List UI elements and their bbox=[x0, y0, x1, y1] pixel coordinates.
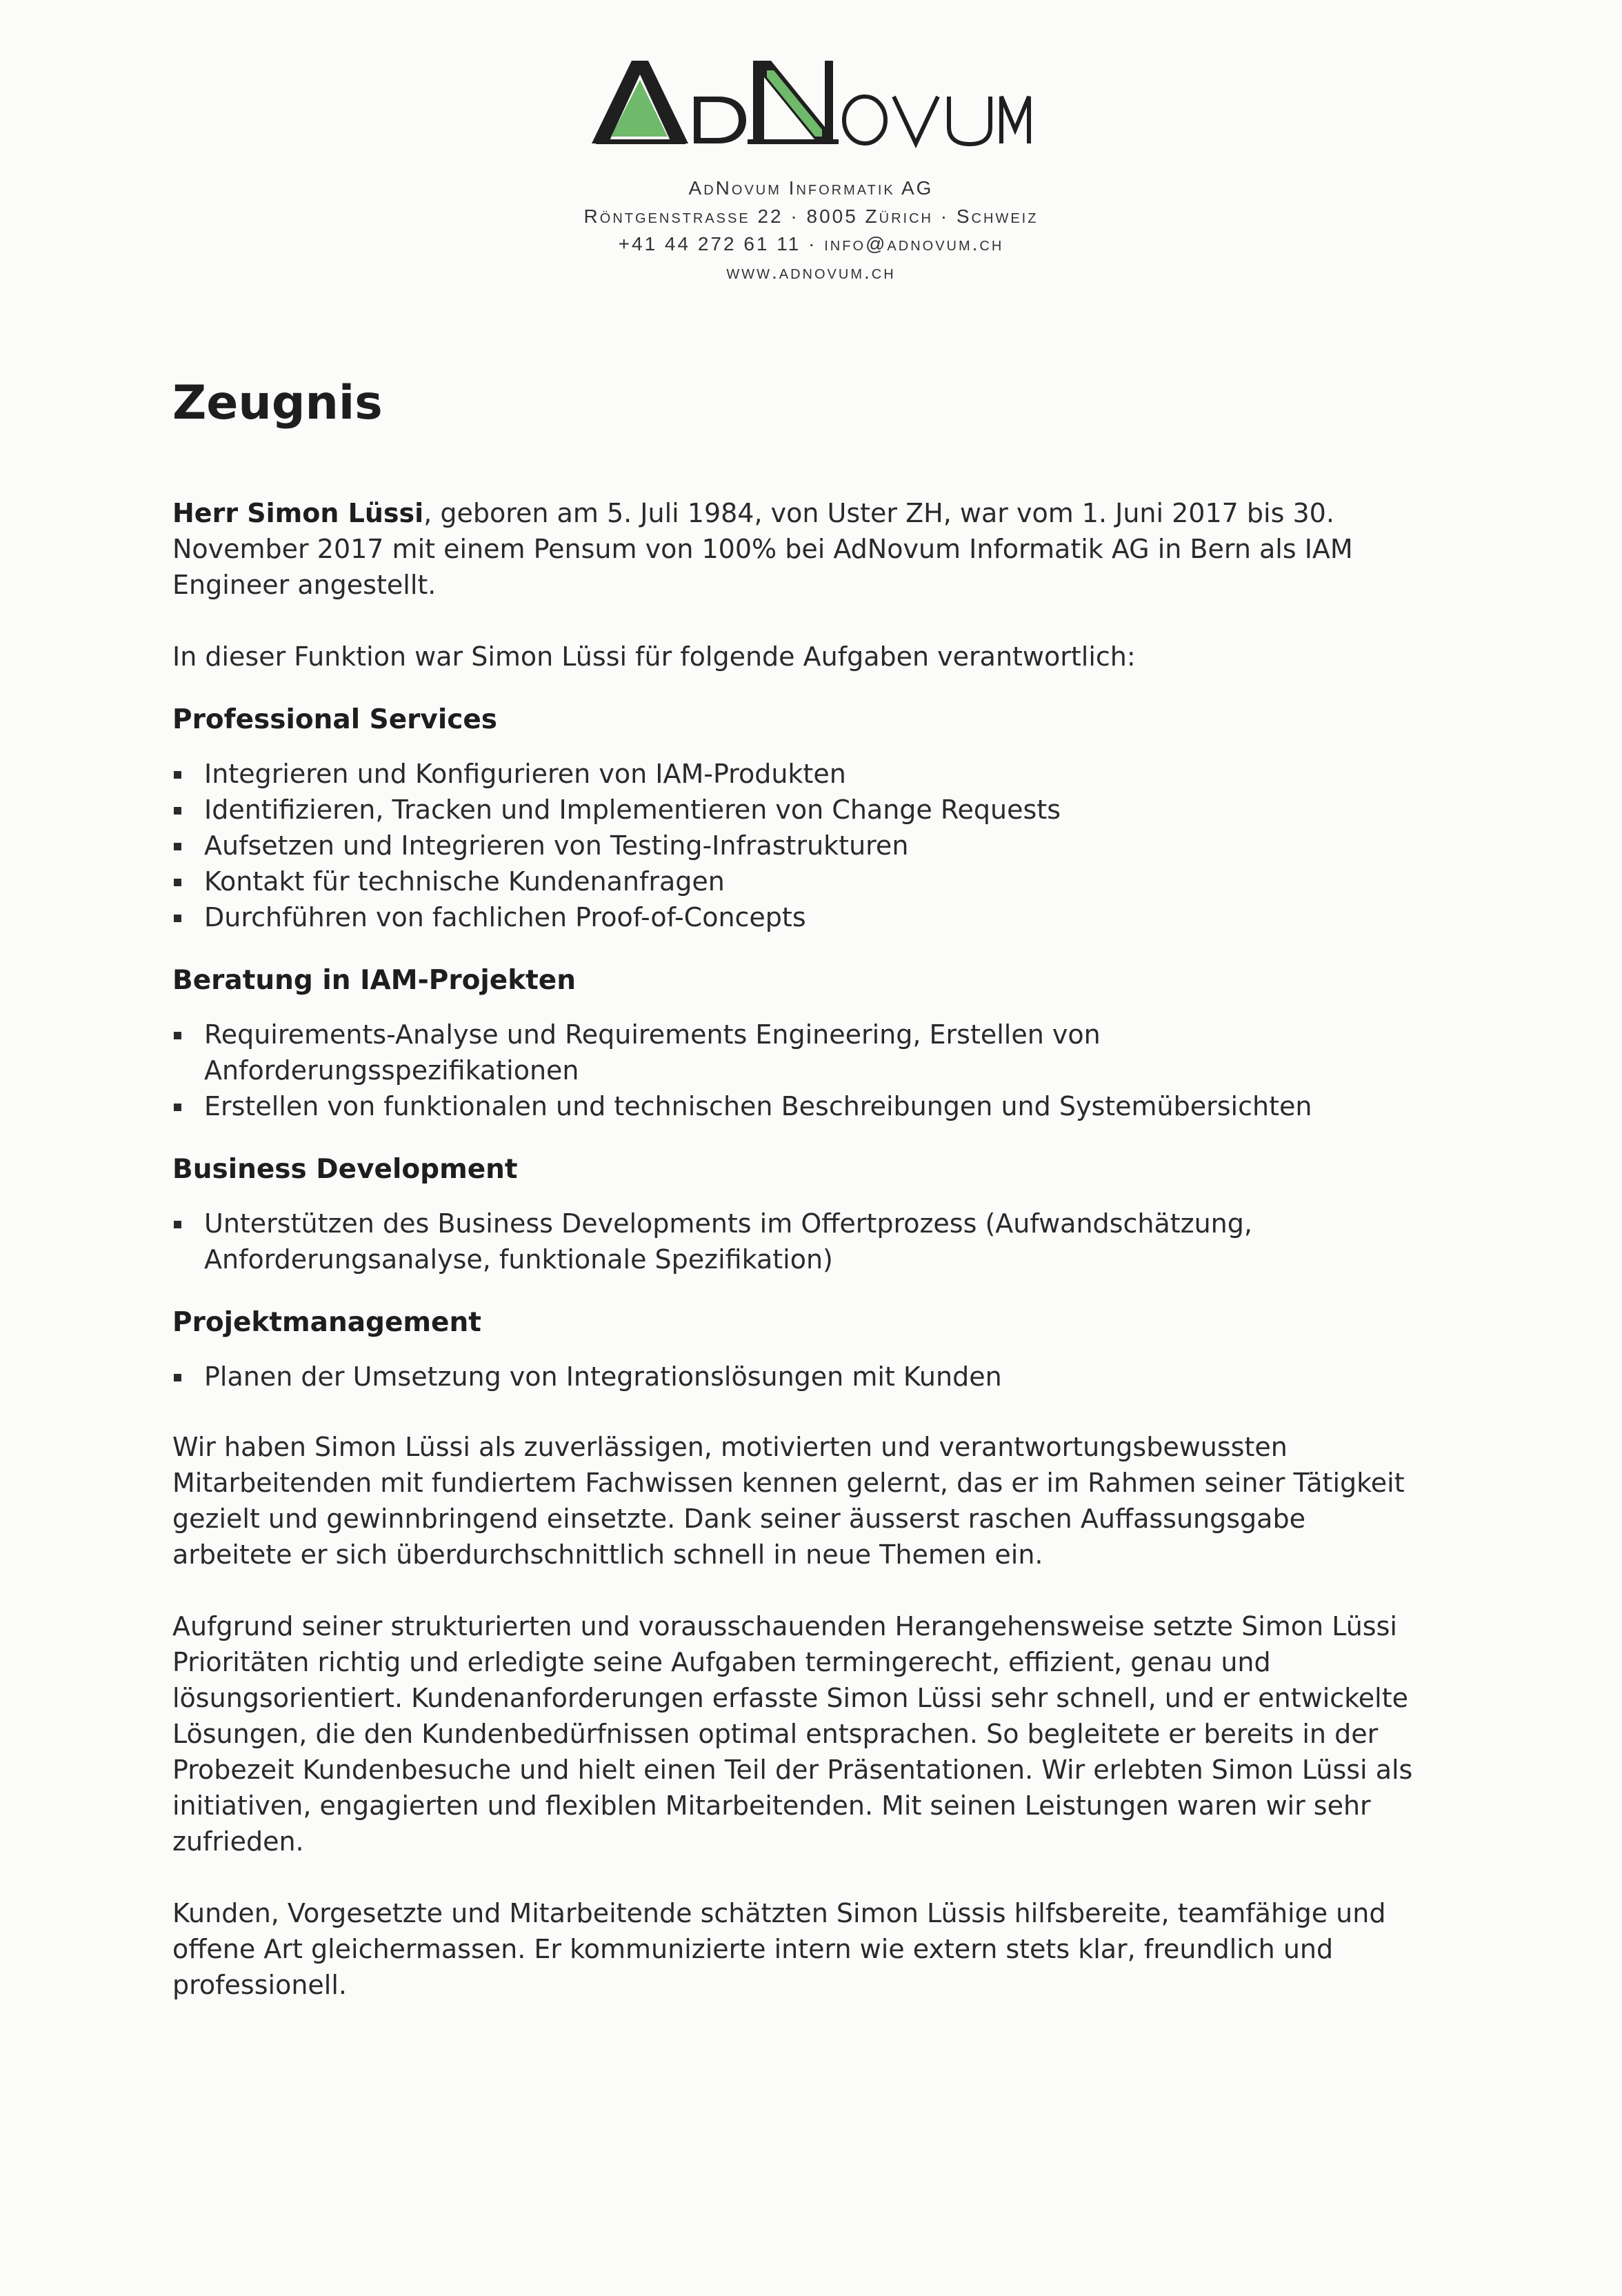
company-address-block bbox=[0, 174, 1622, 286]
section-business-development bbox=[172, 1152, 1421, 1277]
section-beratung bbox=[172, 963, 1421, 1124]
intro-paragraph bbox=[172, 495, 1421, 603]
list-item: Requirements-Analyse und Requirements Engineering, Erstellen von Anforderungsspezifikationen bbox=[172, 1017, 1421, 1088]
logo-baseline-n bbox=[748, 139, 839, 144]
list-item: Identifizieren, Tracken und Implementieren von Change Requests bbox=[172, 792, 1421, 828]
logo-letter-o bbox=[844, 97, 885, 143]
list-item: Aufsetzen und Integrieren von Testing-Infrastrukturen bbox=[172, 828, 1421, 864]
logo-letter-d bbox=[694, 97, 746, 143]
section-heading: Business Development bbox=[172, 1154, 518, 1185]
section-heading: Professional Services bbox=[172, 704, 497, 735]
company-contact: +41 44 272 61 11 · info@adnovum.ch bbox=[618, 233, 1004, 255]
list-item: Unterstützen des Business Developments im Offertprozess (Aufwandschätzung, Anforderungsanalyse, funktionale Spezifikation) bbox=[172, 1206, 1421, 1277]
list-item: Kontakt für technische Kundenanfragen bbox=[172, 864, 1421, 899]
employee-name: Herr Simon Lüssi bbox=[172, 498, 424, 528]
list-item: Planen der Umsetzung von Integrationslösungen mit Kunden bbox=[172, 1359, 1421, 1395]
intro-text: , geboren am 5. Juli 1984, von Uster ZH, war vom 1. Juni 2017 bis 30. November 2017 mit einem Pensum von 100% bei AdNovum Informatik AG in Bern als IAM Engineer angestellt. bbox=[172, 498, 1353, 600]
logo-letter-u bbox=[949, 97, 990, 144]
company-name: AdNovum Informatik AG bbox=[688, 177, 934, 199]
list-item: Durchführen von fachlichen Proof-of-Concepts bbox=[172, 899, 1421, 935]
letterhead bbox=[0, 55, 1622, 286]
section-heading: Projektmanagement bbox=[172, 1307, 481, 1338]
assessment-paragraph-2: Aufgrund seiner strukturierten und vorausschauenden Herangehensweise setzte Simon Lüssi Prioritäten richtig und erledigte seine Aufgaben termingerecht, effizient, genau und lösungsorientiert. Kundenanforderungen erfasste Simon Lüssi sehr schnell, und er entwickelte Lösungen, die den Kundenbedürfnissen optimal entsprachen. So begleitete er bereits in der Probezeit Kundenbesuche und hielt einen Teil der Präsentationen. Wir erlebten Simon Lüssi als initiativen, engagierten und flexiblen Mitarbeitenden. Mit seinen Leistungen waren wir sehr zufrieden. bbox=[172, 1611, 1413, 1857]
task-intro: In dieser Funktion war Simon Lüssi für folgende Aufgaben verantwortlich: bbox=[172, 641, 1136, 672]
section-heading: Beratung in IAM-Projekten bbox=[172, 965, 577, 996]
logo-letter-m bbox=[1001, 97, 1029, 143]
document-title: Zeugnis bbox=[172, 376, 383, 430]
task-list bbox=[172, 1017, 1421, 1124]
company-address: Röntgenstrasse 22 · 8005 Zürich · Schweiz bbox=[583, 205, 1039, 227]
task-list bbox=[172, 756, 1421, 935]
logo-graphic bbox=[590, 55, 1032, 148]
logo-baseline-a bbox=[596, 139, 685, 144]
logo-letter-v bbox=[894, 97, 938, 143]
company-website: www.adnovum.ch bbox=[726, 261, 896, 283]
list-item: Integrieren und Konfigurieren von IAM-Produkten bbox=[172, 756, 1421, 792]
section-projektmanagement bbox=[172, 1305, 1421, 1395]
list-item: Erstellen von funktionalen und technischen Beschreibungen und Systemübersichten bbox=[172, 1088, 1421, 1124]
assessment-paragraph-3: Kunden, Vorgesetzte und Mitarbeitende schätzten Simon Lüssis hilfsbereite, teamfähige und offene Art gleichermassen. Er kommunizierte intern wie extern stets klar, freundlich und professionell. bbox=[172, 1898, 1386, 2000]
assessment-paragraph-1: Wir haben Simon Lüssi als zuverlässigen, motivierten und verantwortungsbewussten Mitarbeitenden mit fundiertem Fachwissen kennen gelernt, das er im Rahmen seiner Tätigkeit gezielt und gewinnbringend einsetzte. Dank seiner äusserst raschen Auffassungsgabe arbeitete er sich überdurchschnittlich schnell in neue Themen ein. bbox=[172, 1432, 1405, 1570]
document-flow bbox=[172, 495, 1421, 2039]
adnovum-logo bbox=[590, 55, 1032, 148]
section-professional-services bbox=[172, 702, 1421, 935]
logo-letter-n-fill bbox=[767, 70, 822, 137]
task-list bbox=[172, 1206, 1421, 1277]
task-list bbox=[172, 1359, 1421, 1395]
